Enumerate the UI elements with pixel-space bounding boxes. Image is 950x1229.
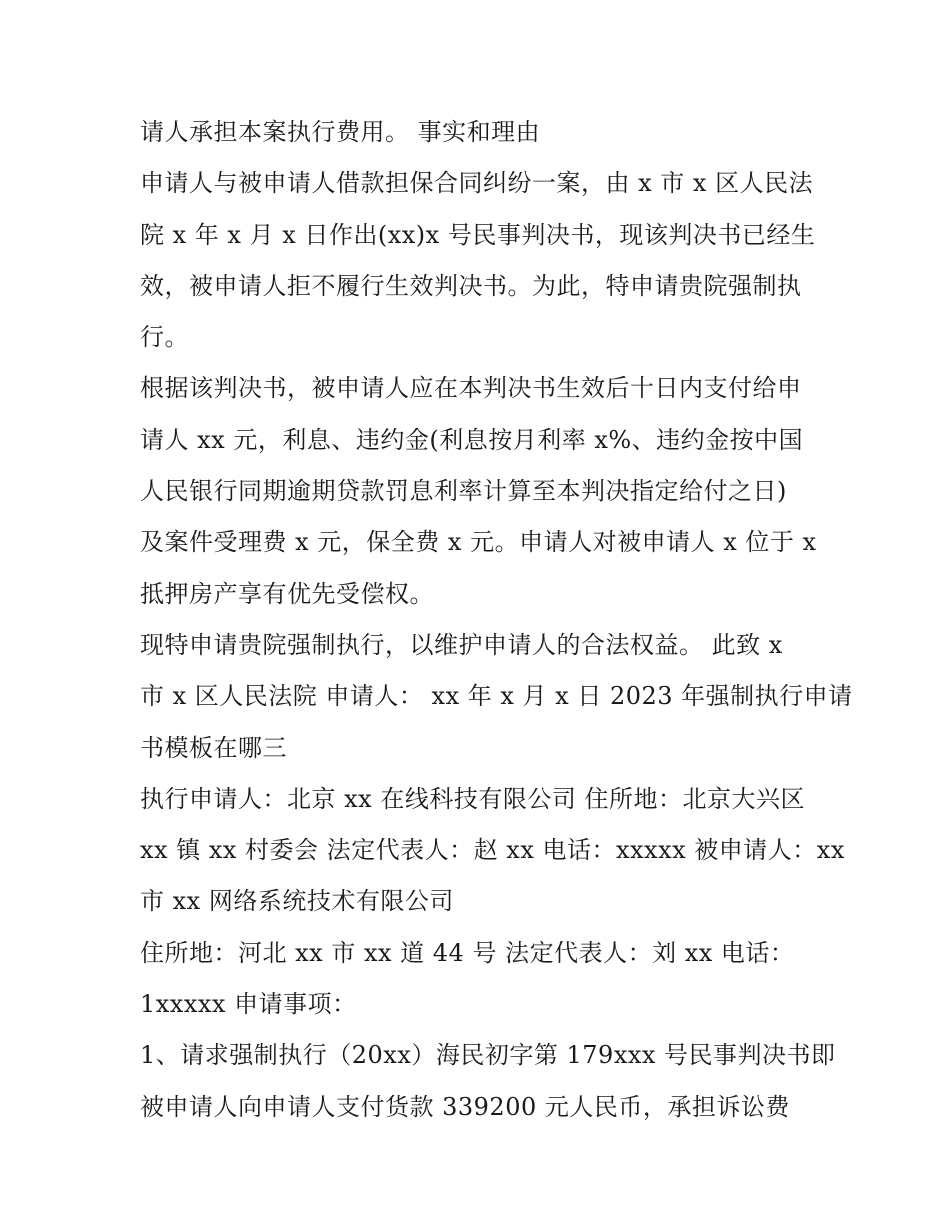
text-line: 请人承担本案执行费用。 事实和理由 <box>140 118 541 146</box>
text-line: 1xxxxx 申请事项： <box>140 990 357 1019</box>
text-line: 被申请人向申请人支付货款 339200 元人民币，承担诉讼费 <box>140 1092 790 1121</box>
text-line: xx 镇 xx 村委会 法定代表人：赵 xx 电话：xxxxx 被申请人：xx <box>140 836 845 865</box>
text-line: 住所地：河北 xx 市 xx 道 44 号 法定代表人：刘 xx 电话： <box>140 938 795 967</box>
text-line: 人民银行同期逾期贷款罚息利率计算至本判决指定给付之日) <box>140 477 787 506</box>
text-line: 抵押房产享有优先受偿权。 <box>140 579 434 608</box>
document-body <box>140 107 853 1133</box>
text-line: 根据该判决书，被申请人应在本判决书生效后十日内支付给申 <box>140 374 802 403</box>
text-line: 书模板在哪三 <box>140 733 287 762</box>
text-line: 院 x 年 x 月 x 日作出(xx)x 号民事判决书，现该判决书已经生 <box>140 220 816 249</box>
text-line: 及案件受理费 x 元，保全费 x 元。申请人对被申请人 x 位于 x <box>140 528 817 557</box>
text-line: 1、请求强制执行（20xx）海民初字第 179xxx 号民事判决书即 <box>140 1041 836 1070</box>
text-line: 市 x 区人民法院 申请人： xx 年 x 月 x 日 2023 年强制执行申请 <box>140 682 853 711</box>
text-line: 执行申请人：北京 xx 在线科技有限公司 住所地：北京大兴区 <box>140 784 805 813</box>
text-line: 市 xx 网络系统技术有限公司 <box>140 887 454 916</box>
text-line: 效，被申请人拒不履行生效判决书。为此，特申请贵院强制执 <box>140 271 802 300</box>
text-line: 行。 <box>140 323 189 352</box>
text-line: 请人 xx 元，利息、违约金(利息按月利率 x%、违约金按中国 <box>140 425 804 454</box>
text-line: 现特申请贵院强制执行，以维护申请人的合法权益。 此致 x <box>140 630 783 659</box>
text-line: 申请人与被申请人借款担保合同纠纷一案，由 x 市 x 区人民法 <box>140 169 814 198</box>
